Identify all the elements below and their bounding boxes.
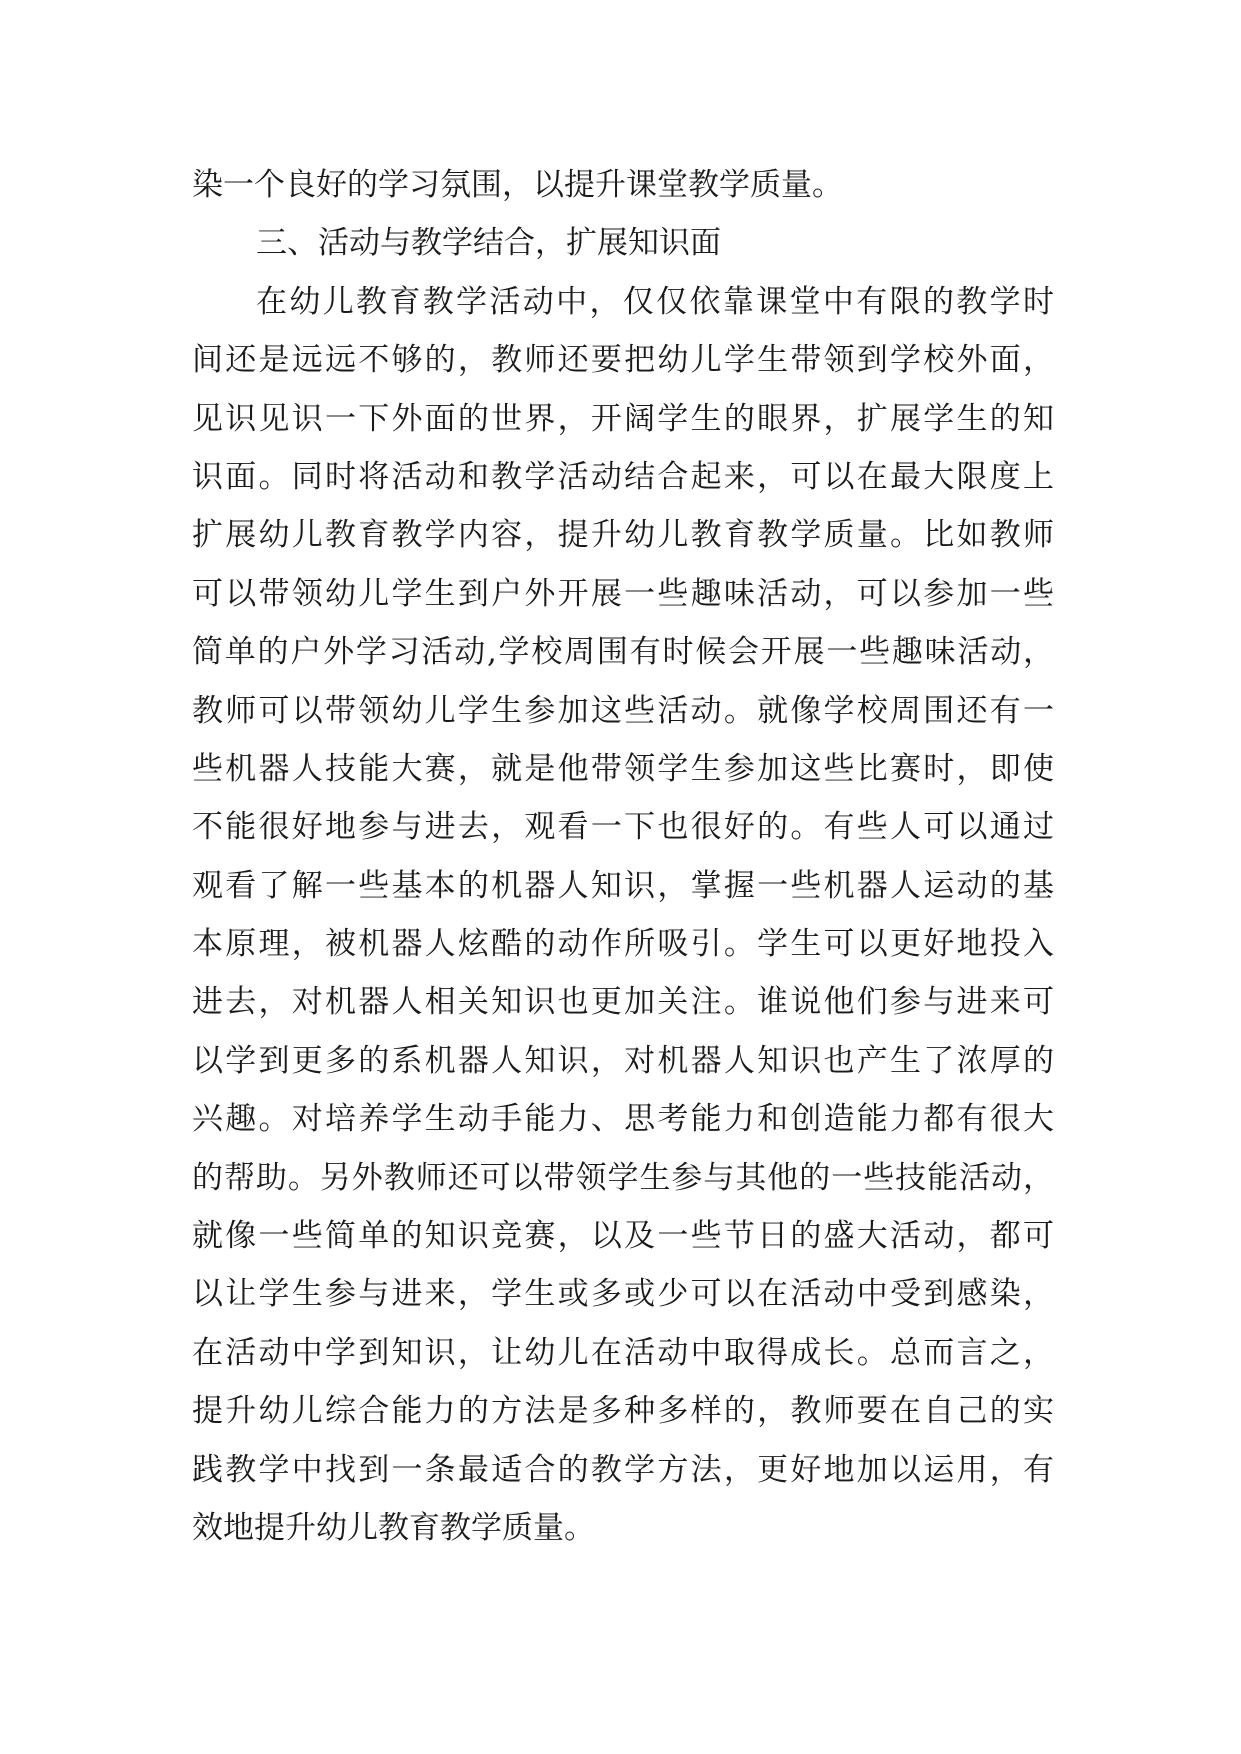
paragraph-line: 进去，对机器人相关知识也更加关注。谁说他们参与进来可 [192, 984, 1054, 1021]
paragraph-line: 兴趣。对培养学生动手能力、思考能力和创造能力都有很大 [192, 1101, 1054, 1138]
paragraph-line: 扩展幼儿教育教学内容，提升幼儿教育教学质量。比如教师 [192, 517, 1054, 554]
paragraph-line: 的帮助。另外教师还可以带领学生参与其他的一些技能活动， [192, 1159, 1054, 1196]
paragraph-line: 简单的户外学习活动,学校周围有时候会开展一些趣味活动， [192, 634, 1054, 671]
paragraph-line: 些机器人技能大赛，就是他带领学生参加这些比赛时，即使 [192, 750, 1054, 787]
paragraph-line: 教师可以带领幼儿学生参加这些活动。就像学校周围还有一 [192, 692, 1054, 729]
paragraph-line: 间还是远远不够的，教师还要把幼儿学生带领到学校外面， [192, 342, 1054, 379]
paragraph-line: 本原理，被机器人炫酷的动作所吸引。学生可以更好地投入 [192, 926, 1054, 963]
paragraph-line: 在幼儿教育教学活动中，仅仅依靠课堂中有限的教学时 [256, 283, 1054, 320]
paragraph-line: 不能很好地参与进去，观看一下也很好的。有些人可以通过 [192, 809, 1054, 846]
paragraph-line: 践教学中找到一条最适合的教学方法，更好地加以运用，有 [192, 1451, 1054, 1488]
paragraph-line: 效地提升幼儿教育教学质量。 [192, 1509, 595, 1546]
paragraph-line: 以学到更多的系机器人知识，对机器人知识也产生了浓厚的 [192, 1042, 1054, 1079]
paragraph-line: 提升幼儿综合能力的方法是多种多样的，教师要在自己的实 [192, 1393, 1054, 1430]
paragraph-line: 在活动中学到知识，让幼儿在活动中取得成长。总而言之， [192, 1334, 1054, 1371]
paragraph-line: 可以带领幼儿学生到户外开展一些趣味活动，可以参加一些 [192, 575, 1054, 612]
paragraph-line: 见识见识一下外面的世界，开阔学生的眼界，扩展学生的知 [192, 400, 1054, 437]
paragraph-line: 就像一些简单的知识竞赛，以及一些节日的盛大活动，都可 [192, 1218, 1054, 1255]
section-heading: 三、活动与教学结合，扩展知识面 [256, 225, 721, 262]
paragraph-line: 观看了解一些基本的机器人知识，掌握一些机器人运动的基 [192, 867, 1054, 904]
paragraph-line: 染一个良好的学习氛围，以提升课堂教学质量。 [192, 167, 843, 203]
body-text [192, 156, 1054, 1557]
paragraph-line: 识面。同时将活动和教学活动结合起来，可以在最大限度上 [192, 458, 1054, 495]
paragraph-line: 以让学生参与进来，学生或多或少可以在活动中受到感染， [192, 1276, 1054, 1313]
